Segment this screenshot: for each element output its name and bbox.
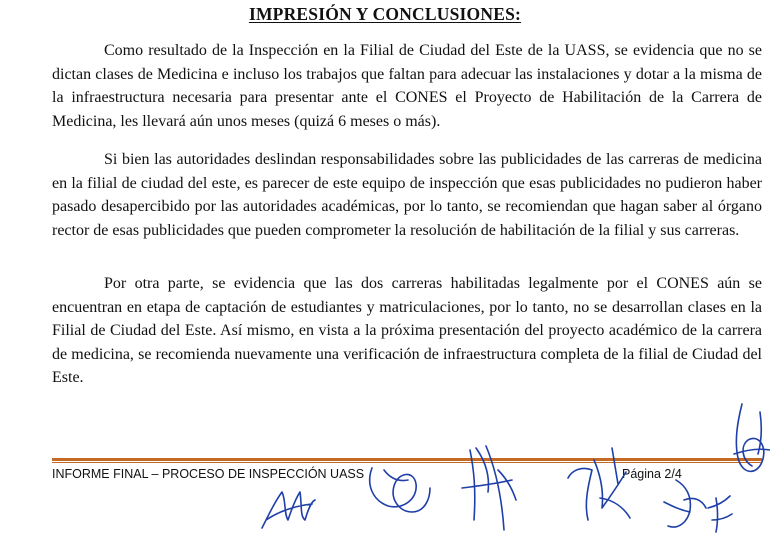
signature-7 xyxy=(708,496,732,532)
paragraph-1: Como resultado de la Inspección en la Filial de Ciudad del Este de la UASS, se evidencia que no se dictan clases de Medicina e incluso los trabajos que faltan para adecuar las instalaciones y dotar a la misma de la infraestructura necesaria para presentar ante el CONES el Proyecto de Habilitación de la Carrera de Medicina, les llevará aún unos meses (quizá 6 meses o más). xyxy=(52,42,762,130)
footer-rule-thin xyxy=(52,462,762,463)
paragraph-3: Por otra parte, se evidencia que las dos carreras habilitadas legalmente por el CONES aún se encuentran en etapa de captación de estudiantes y matriculaciones, por lo tanto, no se desarrollan clases en la Filial de Ciudad del Este. Así mismo, en vista a la próxima presentación del proyecto académico de la carrera de medicina, se recomienda nuevamente una verificación de infraestructura completa de la filial de Ciudad del Este. xyxy=(52,275,762,387)
section-heading: IMPRESIÓN Y CONCLUSIONES: xyxy=(248,4,522,24)
footer-report-title: INFORME FINAL – PROCESO DE INSPECCIÓN UASS xyxy=(52,467,365,481)
signature-1 xyxy=(262,492,315,528)
footer-page-number: Página 2/4 xyxy=(622,467,682,481)
signature-5 xyxy=(664,480,706,527)
paragraph-2: Si bien las autoridades deslindan responsabilidades sobre las publicidades de las carreras de medicina en la filial de ciudad del este, es parecer de este equipo de inspección que esas publicidades no pudieron haber pasado desapercibido por las autoridades académicas, por lo tanto, se recomiendan que hagan saber al órgano rector de esas publicidades que pueden comprometer la resolución de habilitación de la filial y sus carreras. xyxy=(52,151,762,239)
signature-2 xyxy=(370,468,430,512)
footer-rule xyxy=(52,458,762,461)
